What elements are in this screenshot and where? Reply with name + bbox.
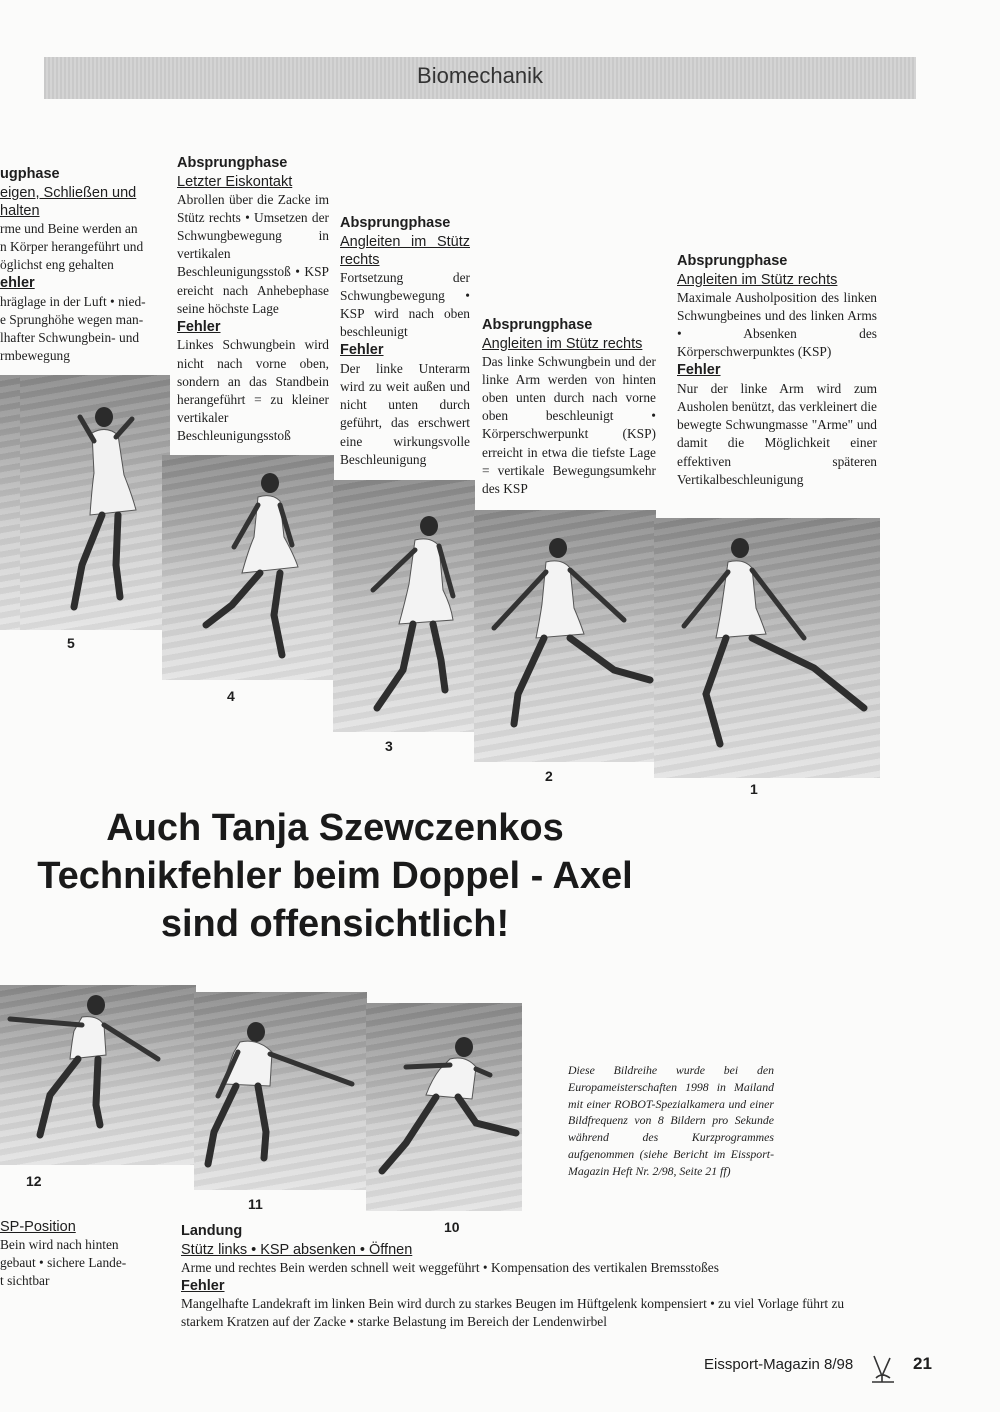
block-title: Absprungphase [677,253,788,269]
photo-frame-4 [162,455,334,680]
headline-line-3: sind offensichtlich! [160,903,510,945]
photo-frame-2 [474,510,656,762]
photo-number-2: 2 [545,768,553,784]
skater-figure [20,375,170,630]
block-line: öglichst eng gehalten [0,256,114,272]
skater-figure [654,518,880,778]
text-block-flight-phase [0,165,162,375]
article-headline [0,804,670,948]
footer-magazine-name: Eissport-Magazin 8/98 [704,1356,854,1373]
photo-frame-12 [0,985,196,1165]
photo-caption: Diese Bildreihe wurde bei den Europameisterschaften 1998 in Mailand mit einer ROBOT-Spezialkamera und einer Bildfrequenz von 8 Bildern pro Sekunde während des Kurzprogrammes aufgenommen (siehe Bericht im Eissport-Magazin Heft Nr. 2/98, Seite 21 ff) [568,1063,774,1178]
block-subtitle: Stütz links • KSP absenken • Öffnen [181,1241,413,1258]
block-title: Absprungphase [340,215,451,231]
block-title: Absprungphase [482,317,593,333]
section-title: Biomechanik [417,63,543,88]
skater-figure [474,510,656,762]
block-subtitle: Letzter Eiskontakt [177,173,293,190]
magazine-logo-icon [868,1352,898,1386]
block-text: Abrollen über die Zacke im Stütz rechts • Umsetzen der Schwungbewegung in vertikalen Beschleunigungsstoß • KSP ereicht nach Anhebephase seine höchste Lage [177,191,329,316]
skater-figure [162,455,334,680]
text-block-glide-right-2 [482,316,656,498]
photo-number-1: 1 [750,781,758,797]
block-error-heading: Fehler [677,362,721,379]
photo-number-11: 11 [248,1196,263,1212]
block-error-heading: ehler [0,275,35,292]
block-subtitle: eigen, Schließen und [0,184,137,201]
text-block-ksp-position [0,1218,142,1298]
block-text: Maximale Ausholposition des linken Schwungbeines und des linken Arms • Absenken des Körperschwerpunktes (KSP) [677,289,877,360]
block-line: Bein wird nach hinten [0,1237,119,1252]
block-text: Fortsetzung der Schwungbewegung • KSP wird nach oben beschleunigt [340,269,470,340]
block-title: Landung [181,1223,243,1239]
text-block-glide-right-1 [340,214,470,469]
text-block-landing [181,1222,881,1332]
photo-frame-10 [366,1003,522,1211]
photo-frame-1 [654,518,880,778]
photo-number-12: 12 [26,1173,42,1189]
block-text: Das linke Schwungbein und der linke Arm werden von hinten oben unten durch nach vorne oben beschleunigt • Körperschwerpunkt (KSP) erreicht in etwa die tiefste Lage = vertikale Bewegungsumkehr des KSP [482,353,656,496]
block-line: lhafter Schwungbein- und [0,330,140,346]
block-title: ugphase [0,166,60,182]
block-error-heading: Fehler [340,342,384,359]
block-line: rme und Beine werden an [0,220,138,236]
photo-number-10: 10 [444,1219,460,1235]
block-subtitle: Angleiten im Stütz rechts [677,271,838,288]
block-line: gebaut • sichere Lande- [0,1255,127,1271]
block-line: rmbewegung [0,348,70,364]
block-error-heading: Fehler [181,1277,225,1294]
headline-line-2: Technikfehler beim Doppel - Axel [37,855,633,897]
skater-figure [366,1003,522,1211]
photo-frame-6 [0,375,22,630]
block-error-text: Linkes Schwungbein wird nicht nach vorne oben, sondern an das Standbein herangeführt = zu kleiner vertikaler Beschleunigungsstoß [177,337,329,444]
block-error-heading: Fehler [177,318,221,335]
photo-frame-11 [194,992,367,1190]
block-line: t sichtbar [0,1273,50,1289]
block-line: e Sprunghöhe wegen man- [0,311,144,327]
photo-frame-3 [333,480,475,732]
skater-figure [194,992,367,1190]
block-error-text: Der linke Unterarm wird zu weit außen und nicht unten durch geführt, das erschwert eine wirkungsvolle Beschleunigung [340,360,470,467]
block-line: hräglage in der Luft • nied- [0,293,146,309]
photo-number-4: 4 [227,688,235,704]
block-error-text: Nur der linke Arm wird zum Ausholen benützt, das verkleinert die bewegte Schwungmasse "Arme" und damit die Möglichkeit einer effektiven späteren Vertikalbeschleunigung [677,380,877,487]
block-error-text: Mangelhafte Landekraft im linken Bein wird durch zu starkes Beugen im Hüftgelenk kompensiert • zu viel Vorlage führt zu starkem Kratzen auf der Zacke • starke Belastung im Bereich der Lendenwirbel [181,1296,845,1330]
block-subtitle: SP-Position [0,1219,76,1235]
block-text: Arme und rechtes Bein werden schnell weit weggeführt • Kompensation des vertikalen Bremsstoßes [181,1259,719,1275]
block-subtitle: halten [0,202,40,219]
skater-figure [0,985,196,1165]
text-block-glide-right-3 [677,252,877,489]
block-subtitle: Angleiten im Stütz rechts [482,335,643,352]
text-block-last-ice-contact [177,154,329,446]
photo-frame-5 [20,375,170,630]
block-subtitle: Angleiten im Stütz rechts [340,233,470,268]
headline-line-1: Auch Tanja Szewczenkos [106,807,564,849]
footer-page-number: 21 [913,1354,932,1373]
photo-number-5: 5 [67,635,75,651]
skater-figure [333,480,475,732]
photo-number-3: 3 [385,738,393,754]
section-header-bar [44,57,916,99]
block-line: n Körper herangeführt und [0,238,144,254]
block-title: Absprungphase [177,155,288,171]
